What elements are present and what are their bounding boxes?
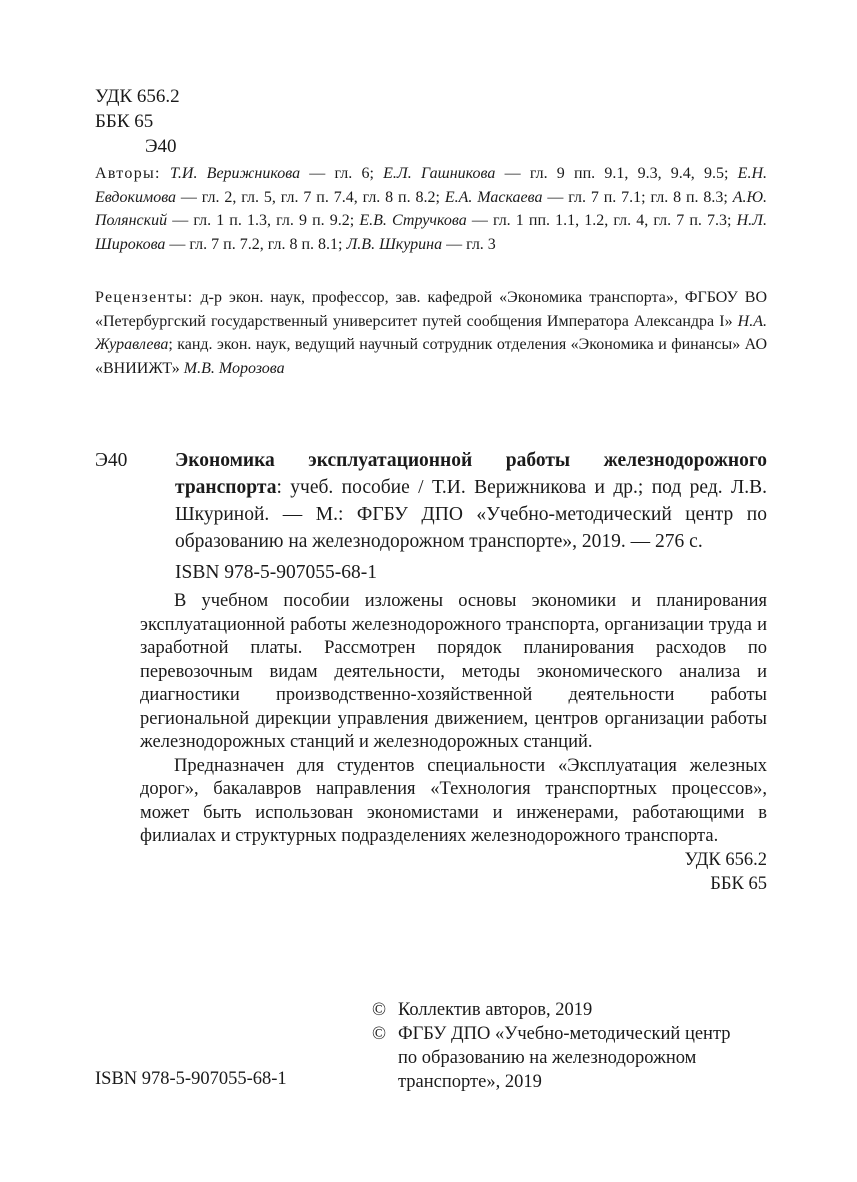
author-chapters: — гл. 7 п. 7.1; гл. 8 п. 8.3; [542, 188, 733, 206]
copyright-line-1: Коллектив авторов, 2019 [398, 1000, 593, 1020]
author-name: А.Ю. Полянский [95, 188, 767, 229]
author-mark: Э40 [145, 136, 177, 157]
isbn-entry: ISBN 978-5-907055-68-1 [175, 562, 378, 583]
author-chapters: — гл. 1 пп. 1.1, 1.2, гл. 4, гл. 7 п. 7.3; [466, 212, 737, 229]
abstract-paragraph-1: В учебном пособии изложены основы экономики и планирования эксплуатационной работы железнодорожного транспорта, организации труда и заработной платы. Рассмотрен порядок планирования расходов по перевозочным видам деятельности, методы экономического анализа и диагностики производственно-хозяйственной деятельности работы региональной дирекции управления движением, центров организации работы железнодорожных станций и железнодорожных станций. [140, 591, 767, 752]
udk-code-bottom: УДК 656.2 [684, 850, 767, 870]
bibliographic-details: : учеб. пособие / Т.И. Верижникова и др.; под ред. Л.В. Шкуриной. — М.: ФГБУ ДПО «Учебно-методический центр по образованию на железнодорожном транспорте», 2019. — 276 с. [175, 477, 767, 552]
author-chapters: — гл. 9 пп. 9.1, 9.3, 9.4, 9.5; [495, 165, 738, 182]
bibliographic-entry [95, 447, 767, 555]
author-chapters: — гл. 2, гл. 5, гл. 7 п. 7.4, гл. 8 п. 8.2; [176, 188, 445, 206]
authors-label: Авторы: [95, 165, 161, 182]
author-chapters: — гл. 6; [300, 165, 384, 182]
udk-code: УДК 656.2 [95, 86, 180, 107]
copyright-symbol-2: © [372, 1024, 387, 1044]
reviewer-name-b: М.В. Морозова [183, 359, 285, 377]
book-title: Экономика эксплуатационной работы железнодорожного транспорта [175, 450, 767, 498]
author-name: Е.Л. Гашникова [383, 165, 496, 182]
authors-block [95, 162, 767, 256]
author-name: Т.И. Верижникова [170, 165, 301, 182]
copyright-line-2: ФГБУ ДПО «Учебно-методический центр [398, 1024, 731, 1044]
reviewer-name-a: Н.А. Журавлева [95, 312, 767, 353]
abstract [140, 590, 767, 849]
bibliographic-author-mark: Э40 [95, 450, 128, 471]
reviewers-text-a: д-р экон. наук, профессор, зав. кафедрой «Экономика транспорта», ФГБОУ ВО «Петербургский государственный университет путей сообщения Императора Александра I» [95, 289, 767, 330]
copyright-symbol-1: © [372, 1000, 387, 1020]
copyright-line-3: по образованию на железнодорожном [398, 1048, 697, 1068]
isbn-entry-bottom: ISBN 978-5-907055-68-1 [95, 1069, 287, 1089]
author-chapters: — гл. 7 п. 7.2, гл. 8 п. 8.1; [165, 235, 347, 253]
author-chapters: — гл. 3 [442, 235, 496, 253]
authors-list [95, 165, 767, 253]
bbk-code: ББК 65 [95, 111, 154, 132]
reviewers-block [95, 286, 767, 380]
abstract-paragraph-2: Предназначен для студентов специальности «Эксплуатация железных дорог», бакалавров направления «Технология транспортных процессов», может быть использован экономистами и инженерами, работающими в филиалах и структурных подразделениях железнодорожного транспорта. [140, 755, 767, 846]
copyright-line-4: транспорте», 2019 [398, 1072, 542, 1092]
author-name: Е.Н. Евдокимова [95, 165, 767, 206]
author-name: Е.В. Стручкова [359, 212, 467, 229]
classification-block-bottom [685, 848, 767, 896]
bbk-code-bottom: ББК 65 [710, 874, 767, 894]
author-name: Н.Л. Широкова [95, 212, 767, 253]
author-chapters: — гл. 1 п. 1.3, гл. 9 п. 9.2; [167, 212, 360, 229]
copyright-block [372, 998, 772, 1094]
author-name: Л.В. Шкурина [346, 235, 443, 253]
classification-block-top [95, 84, 180, 159]
reviewers-label: Рецензенты: [95, 289, 194, 306]
author-name: Е.А. Маскаева [444, 188, 543, 206]
reviewers-text-b: ; канд. экон. наук, ведущий научный сотрудник отделения «Экономика и финансы» АО «ВНИИЖТ» [95, 336, 767, 377]
